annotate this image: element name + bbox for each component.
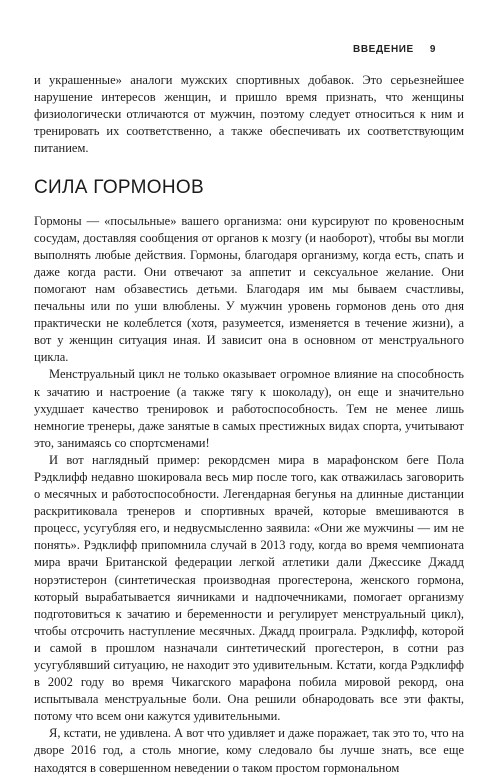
page-number: 9 [429, 44, 436, 55]
paragraph: И вот наглядный пример: рекордсмен мира в марафонском беге Пола Рэдклифф недавно шокировала весь мир после того, как отважилась заговорить о месячных и работоспособности. Легендарная бегунья на длинные дистанции раскритиковала тренеров и спортивных врачей, которые вмешиваются в процесс, усугубляя его, и недвусмысленно заявила: «Они же мужчины — им не понять». Рэдклифф припомнила случай в 2013 году, когда во время чемпионата мира врачи Британской федерации легкой атлетики дали Джессике Джадд норэтистерон (синтетическая производная прогестерона, женского гормона, который вырабатывается яичниками и надпочечниками, помогает организму подготовиться к зачатию и беременности и регулирует менструальный цикл), чтобы отсрочить наступление месячных. Джадд проиграла. Рэдклифф, которой и самой в прошлом назначали синтетический прогестерон, в сотни раз усугублявший ситуацию, не находит это удивительным. Кстати, когда Рэдклифф в 2002 году во время Чикагского марафона побила мировой рекорд, она испытывала менструальные боли. Она решили обнародовать все эти факты, потому что всем они кажутся удивительными. [34, 452, 464, 724]
page-body [34, 72, 464, 775]
paragraph: Я, кстати, не удивлена. А вот что удивляет и даже поражает, так это то, что на дворе 2016 год, а столь многие, кому следовало бы лучше знать, все еще находятся в совершенном неведении о таком простом гормональном [34, 726, 464, 775]
chapter-title: ВВЕДЕНИЕ [353, 44, 414, 55]
paragraph: Менструальный цикл не только оказывает огромное влияние на способность к зачатию и настроение (а также тягу к шоколаду), он еще и значительно ухудшает качество тренировок и работоспособность. Тем не менее лишь немногие тренеры, даже занятые в самых престижных видах спорта, учитывают это, занимаясь со спортсменами! [34, 367, 464, 450]
paragraph-continuation: и украшенные» аналоги мужских спортивных добавок. Это серьезнейшее нарушение интересов женщин, и пришло время признать, что женщины физиологически отличаются от мужчин, поэтому следует относиться к ним и тренировать их соответственно, а также обеспечивать их соответствующим питанием. [34, 73, 464, 156]
section-heading: СИЛА ГОРМОНОВ [34, 177, 204, 199]
paragraph: Гормоны — «посыльные» вашего организма: они курсируют по кровеносным сосудам, доставляя сообщения от органов к мозгу (и наоборот), чтобы вы могли выполнять любые действия. Гормоны, благодаря организму, когда есть, спать и даже когда расти. Они отвечают за аппетит и сексуальное желание. Они помогают нам обзавестись детьми. Благодаря им мы бываем счастливы, печальны или по уши влюблены. У мужчин уровень гормонов день ото дня практически не колеблется (хотя, разумеется, изменяется в течение жизни), а вот у женщин ситуация иная. И зависит она в основном от менструального цикла. [34, 213, 464, 365]
running-head [353, 44, 436, 55]
